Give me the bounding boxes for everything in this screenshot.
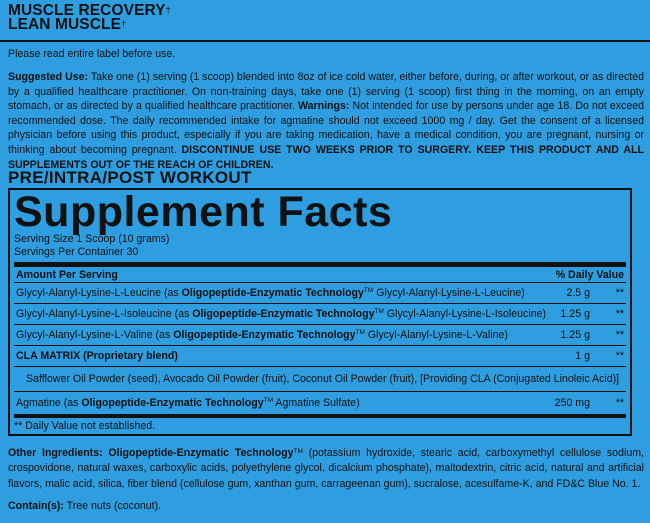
serving-size: Serving Size 1 Scoop (10 grams) [14, 233, 170, 245]
facts-title: Supplement Facts [14, 188, 393, 236]
facts-row-agmatine: Agmatine (as Oligopeptide-Enzymatic Technology™ Agmatine Sulfate) 250 mg ** [16, 397, 624, 409]
other-ingredients: Other Ingredients: Oligopeptide-Enzymatic Technology™ (potassium hydroxide, stearic acid, carboxymethyl cellulose sodium, crospovidone, natural waxes, carboxylic acids, polyethylene glycol, dicalcium phosphate), maltodextrin, citric acid, natural and artificial flavors, malic acid, silica, fiber blend (cellulose gum, xanthan gum, carrageenan gum), sucralose, acesulfame-K, and FD&C Blue No. 1. [8, 447, 644, 490]
daily-value-footnote: ** Daily Value not established. [14, 420, 156, 432]
facts-row-leucine: Glycyl-Alanyl-Lysine-L-Leucine (as Oligopeptide-Enzymatic Technology™ Glycyl-Alanyl-Lysine-L-Leucine) 2.5 g ** [16, 287, 624, 299]
facts-row-cla-ingredients: Safflower Oil Powder (seed), Avocado Oil Powder (fruit), Coconut Oil Powder (fruit), [Providing CLA (Conjugated Linoleic Acid)] [26, 373, 620, 385]
header-line-1: MUSCLE RECOVERY† [8, 2, 171, 19]
read-label-instruction: Please read entire label before use. [8, 48, 176, 60]
product-header [8, 4, 171, 32]
workout-subheading: PRE/INTRA/POST WORKOUT [8, 168, 252, 187]
servings-per-container: Servings Per Container 30 [14, 246, 139, 258]
facts-row-cla-matrix: CLA MATRIX (Proprietary blend) 1 g ** [16, 350, 624, 362]
suggested-use-paragraph: Suggested Use: Take one (1) serving (1 scoop) blended into 8oz of ice cold water, either before, during, or after workout, or as directed by a qualified healthcare practitioner. On non-training days, take one (1) serving (1 scoop) first thing in the morning, on an empty stomach, or as directed by a qualified healthcare practitioner. Warnings: Not intended for use by persons under age 18. Do not exceed recommended dose. The daily recommended intake for agmatine should not exceed 1000 mg / day. Get the consent of a licensed physician before using this product, especially if you are taking medication, have a medical condition, you are pregnant, nursing or thinking about becoming pregnant. DISCONTINUE USE TWO WEEKS PRIOR TO SURGERY. KEEP THIS PRODUCT AND ALL SUPPLEMENTS OUT OF THE REACH OF CHILDREN. [8, 71, 645, 171]
allergen-contains: Contain(s): Tree nuts (coconut). [8, 500, 162, 512]
header-line-2: LEAN MUSCLE† [8, 16, 127, 33]
header-divider [0, 40, 650, 42]
facts-thick-divider [14, 262, 626, 267]
facts-row-isoleucine: Glycyl-Alanyl-Lysine-L-Isoleucine (as Oligopeptide-Enzymatic Technology™ Glycyl-Alanyl-Lysine-L-Isoleucine) 1.25 g ** [16, 308, 624, 320]
facts-row-valine: Glycyl-Alanyl-Lysine-L-Valine (as Oligopeptide-Enzymatic Technology™ Glycyl-Alanyl-Lysine-L-Valine) 1.25 g ** [16, 329, 624, 341]
discontinue-warning: DISCONTINUE USE TWO WEEKS PRIOR TO SURGERY. KEEP THIS PRODUCT AND ALL SUPPLEMENTS OUT OF THE REACH OF CHILDREN. [8, 143, 644, 171]
supplement-facts-panel [8, 188, 632, 436]
facts-bottom-divider [14, 414, 626, 418]
facts-column-header: Amount Per Serving % Daily Value [16, 269, 624, 281]
